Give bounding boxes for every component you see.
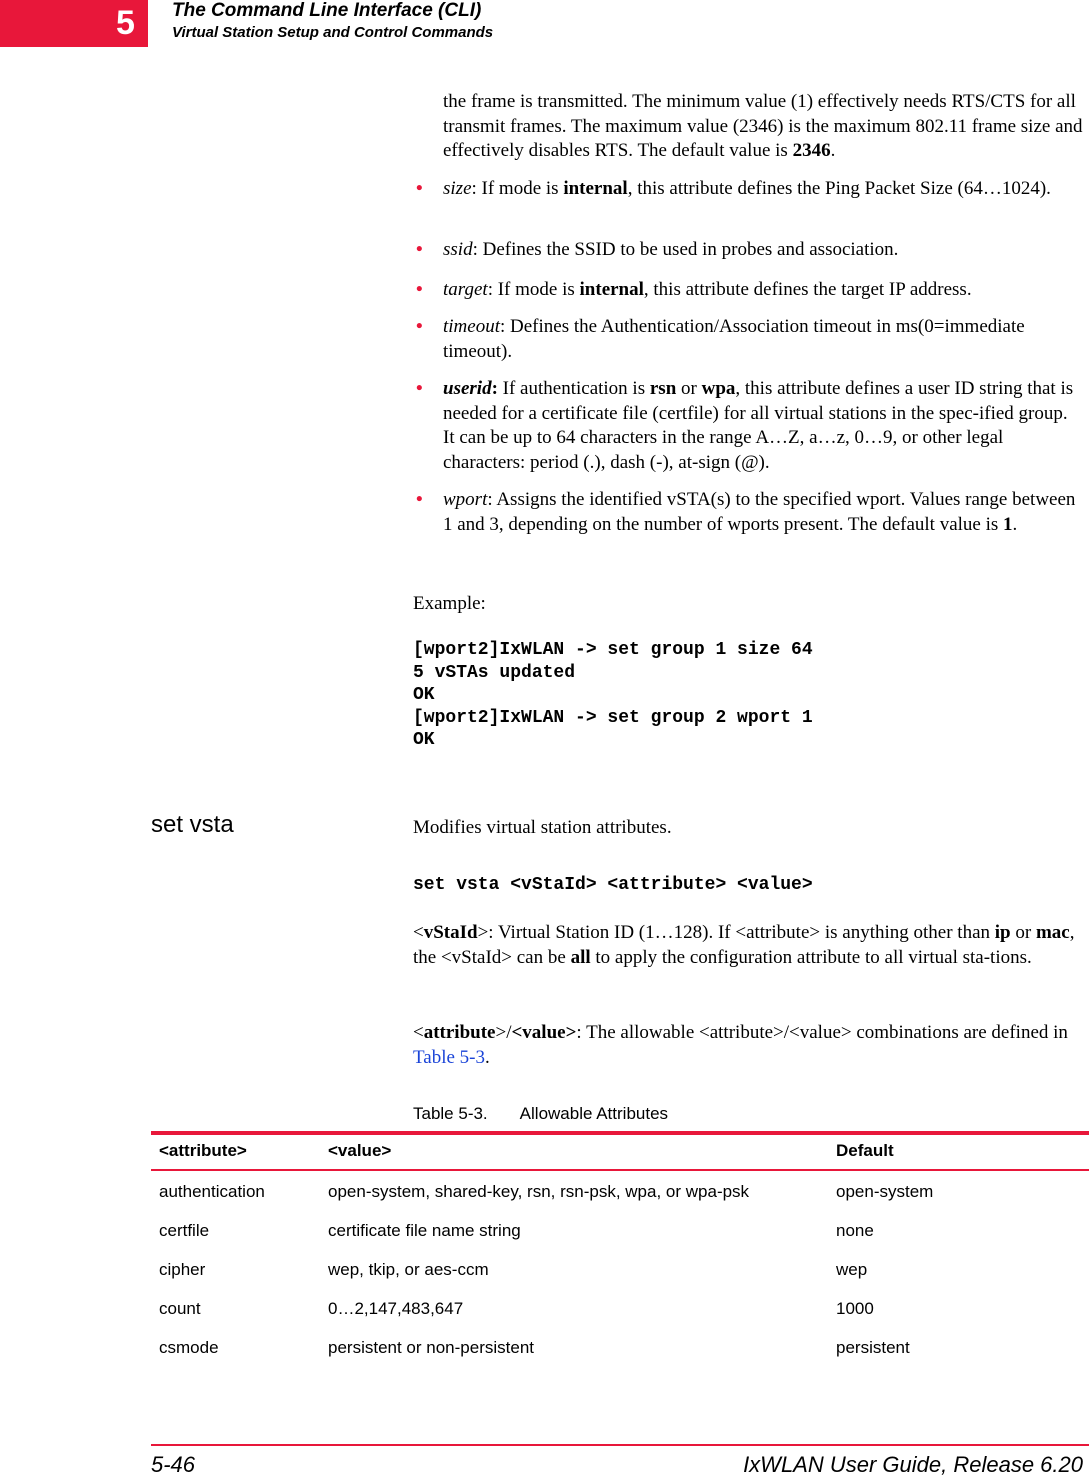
bullet-target: • target: If mode is internal, this attribute defines the target IP address. (443, 278, 1083, 303)
table-cell: persistent or non-persistent (328, 1338, 534, 1357)
table-cell: cipher (159, 1260, 206, 1279)
table-cell: count (159, 1299, 201, 1318)
code-line: 5 vSTAs updated (413, 662, 576, 683)
example-code-block (413, 639, 1053, 752)
table-link[interactable]: Table 5-3 (413, 1046, 486, 1068)
attribute-paragraph: <attribute>/<value>: The allowable <attribute>/<value> combinations are defined in Table 5-3. (413, 1022, 1068, 1068)
chapter-number: 5 (116, 4, 135, 42)
table-top-rule (151, 1131, 1089, 1135)
section-heading: set vsta (151, 811, 234, 838)
code-line: OK (413, 730, 435, 750)
table-caption (413, 1104, 668, 1124)
table-cell: open-system, shared-key, rsn, rsn-psk, wpa, or wpa-psk (328, 1182, 750, 1201)
bullet-icon: • (416, 279, 423, 300)
chapter-tab (0, 0, 148, 47)
bullet-icon: • (416, 316, 423, 337)
bullet-timeout: • timeout: Defines the Authentication/Association timeout in ms(0=immediate timeout). (416, 316, 1025, 362)
table-cell: certfile (159, 1221, 210, 1240)
bullet-icon: • (416, 239, 423, 260)
command-syntax: set vsta <vStaId> <attribute> <value> (413, 875, 813, 895)
table-cell: wep (836, 1260, 868, 1279)
running-header-subtitle: Virtual Station Setup and Control Commands (172, 24, 494, 41)
vstaid-paragraph: <vStaId>: Virtual Station ID (1…128). If <attribute> is anything other than ip or mac, the <vStaId> can be all to apply the configuration attribute to all virtual sta-tions. (413, 922, 1075, 968)
code-line: [wport2]IxWLAN -> set group 2 wport 1 (413, 707, 813, 728)
table-cell: none (836, 1221, 874, 1240)
bullet-ssid: • ssid: Defines the SSID to be used in probes and association. (443, 238, 1083, 263)
intro-paragraph: the frame is transmitted. The minimum value (1) effectively needs RTS/CTS for all transmit frames. The maximum value (2346) is the maximum 802.11 frame size and effectively disables RTS. The default value is 2346. (443, 91, 1083, 161)
footer-rule (151, 1444, 1089, 1446)
bullet-icon: • (416, 489, 423, 510)
table-cell: open-system (836, 1182, 934, 1201)
table-header-default: Default (836, 1141, 894, 1160)
document-title: IxWLAN User Guide, Release 6.20 (743, 1452, 1083, 1477)
page-number: 5-46 (151, 1452, 196, 1477)
running-header-title: The Command Line Interface (CLI) (172, 0, 482, 21)
code-line: [wport2]IxWLAN -> set group 1 size 64 (413, 640, 813, 660)
table-cell: certificate file name string (328, 1221, 521, 1240)
table-header-rule (151, 1169, 1089, 1171)
table-cell: persistent (836, 1338, 910, 1357)
table-caption-label: Table 5-3. (413, 1104, 488, 1123)
bullet-icon: • (416, 378, 423, 399)
bullet-userid: • userid: If authentication is rsn or wpa, this attribute defines a user ID string that is needed for a certificate file (certfile) for all virtual stations in the spec-ified group. It can be up to 64 characters in the range A…Z, a…z, 0…9, or other legal characters: period (.), dash (-), at-sign (@). (416, 378, 1074, 473)
code-line: OK (413, 685, 435, 705)
bullet-wport: • wport: Assigns the identified vSTA(s) to the specified wport. Values range between 1 and 3, depending on the number of wports present. The default value is 1. (416, 489, 1076, 535)
table-cell: authentication (159, 1182, 265, 1201)
table-cell: 0…2,147,483,647 (328, 1299, 464, 1318)
table-caption-title: Allowable Attributes (519, 1104, 669, 1123)
bullet-size: • size: If mode is internal, this attribute defines the Ping Packet Size (64…1024). (443, 177, 1083, 202)
table-cell: csmode (159, 1338, 219, 1357)
table-header-attribute: <attribute> (159, 1141, 247, 1160)
table-header-value: <value> (328, 1141, 392, 1160)
example-label: Example: (413, 593, 486, 614)
bullet-icon: • (416, 178, 423, 199)
table-cell: wep, tkip, or aes-ccm (328, 1260, 489, 1279)
section-description: Modifies virtual station attributes. (413, 817, 672, 838)
table-cell: 1000 (836, 1299, 874, 1318)
